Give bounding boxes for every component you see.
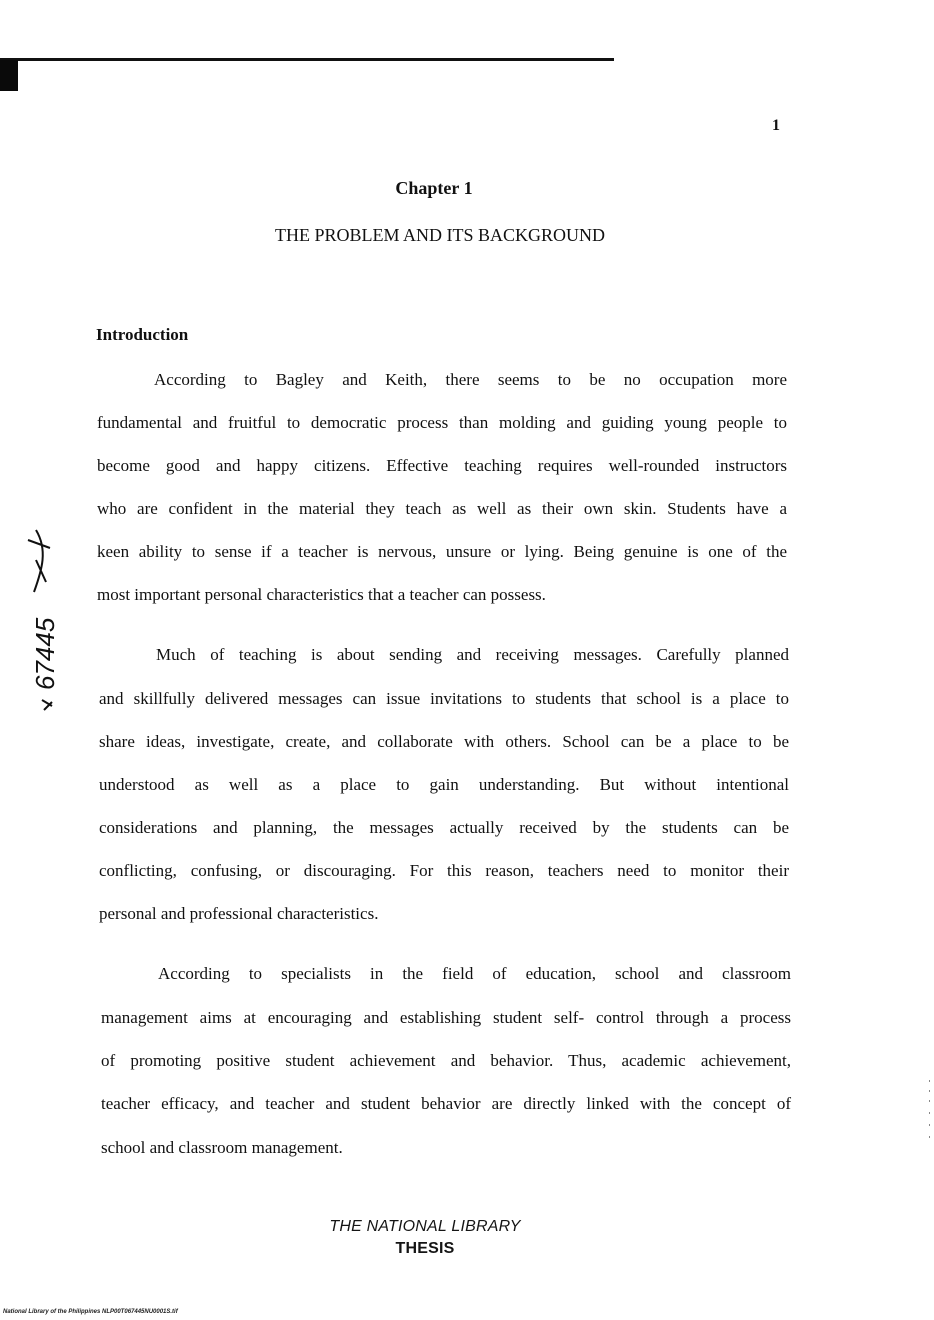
paragraph-line: conflicting, confusing, or discouraging. For this reason, teachers need to monitor their	[99, 861, 789, 880]
paragraph-line: personal and professional characteristics.	[99, 904, 379, 923]
chapter-title: THE PROBLEM AND ITS BACKGROUND	[274, 225, 606, 245]
accession-number-text: 67445	[30, 617, 60, 690]
paragraph-line: most important personal characteristics that a teacher can possess.	[97, 585, 546, 604]
paragraph-line: fundamental and fruitful to democratic process than molding and guiding young people to	[97, 413, 787, 432]
paragraph-line: Much of teaching is about sending and receiving messages. Carefully planned	[156, 645, 789, 664]
section-heading-introduction: Introduction	[96, 325, 189, 344]
library-stamp-line-2: THESIS	[395, 1240, 455, 1257]
paragraph-line: of promoting positive student achievement and behavior. Thus, academic achievement,	[101, 1051, 791, 1070]
paragraph-line: management aims at encouraging and establishing student self- control through a process	[101, 1008, 791, 1027]
paragraph-line: According to specialists in the field of education, school and classroom	[158, 964, 791, 983]
scan-edge-noise	[928, 1080, 932, 1150]
paragraph-line: keen ability to sense if a teacher is nervous, unsure or lying. Being genuine is one of the	[97, 542, 787, 561]
scan-edge-mark	[0, 60, 18, 91]
scan-top-rule	[0, 58, 614, 61]
paragraph-line: become good and happy citizens. Effective teaching requires well-rounded instructors	[97, 456, 787, 475]
paragraph-line: and skillfully delivered messages can issue invitations to students that school is a place to	[99, 689, 789, 708]
library-stamp-line-1: THE NATIONAL LIBRARY	[329, 1218, 521, 1235]
paragraph-line: understood as well as a place to gain understanding. But without intentional	[99, 775, 789, 794]
paragraph-line: who are confident in the material they teach as well as their own skin. Students have a	[97, 499, 787, 518]
scan-footer: National Library of the Philippines NLP00T067445NU0001S.tif	[3, 1309, 178, 1315]
chapter-label: Chapter 1	[395, 178, 473, 198]
paragraph-line: considerations and planning, the messages actually received by the students can be	[99, 818, 789, 837]
handwritten-accession-number	[6, 520, 76, 730]
page-number: 1	[772, 117, 780, 134]
paragraph-line: According to Bagley and Keith, there seems to be no occupation more	[154, 370, 787, 389]
paragraph-line: share ideas, investigate, create, and collaborate with others. School can be a place to be	[99, 732, 789, 751]
paragraph-line: school and classroom management.	[101, 1138, 343, 1157]
paragraph-line: teacher efficacy, and teacher and student behavior are directly linked with the concept of	[101, 1094, 791, 1113]
